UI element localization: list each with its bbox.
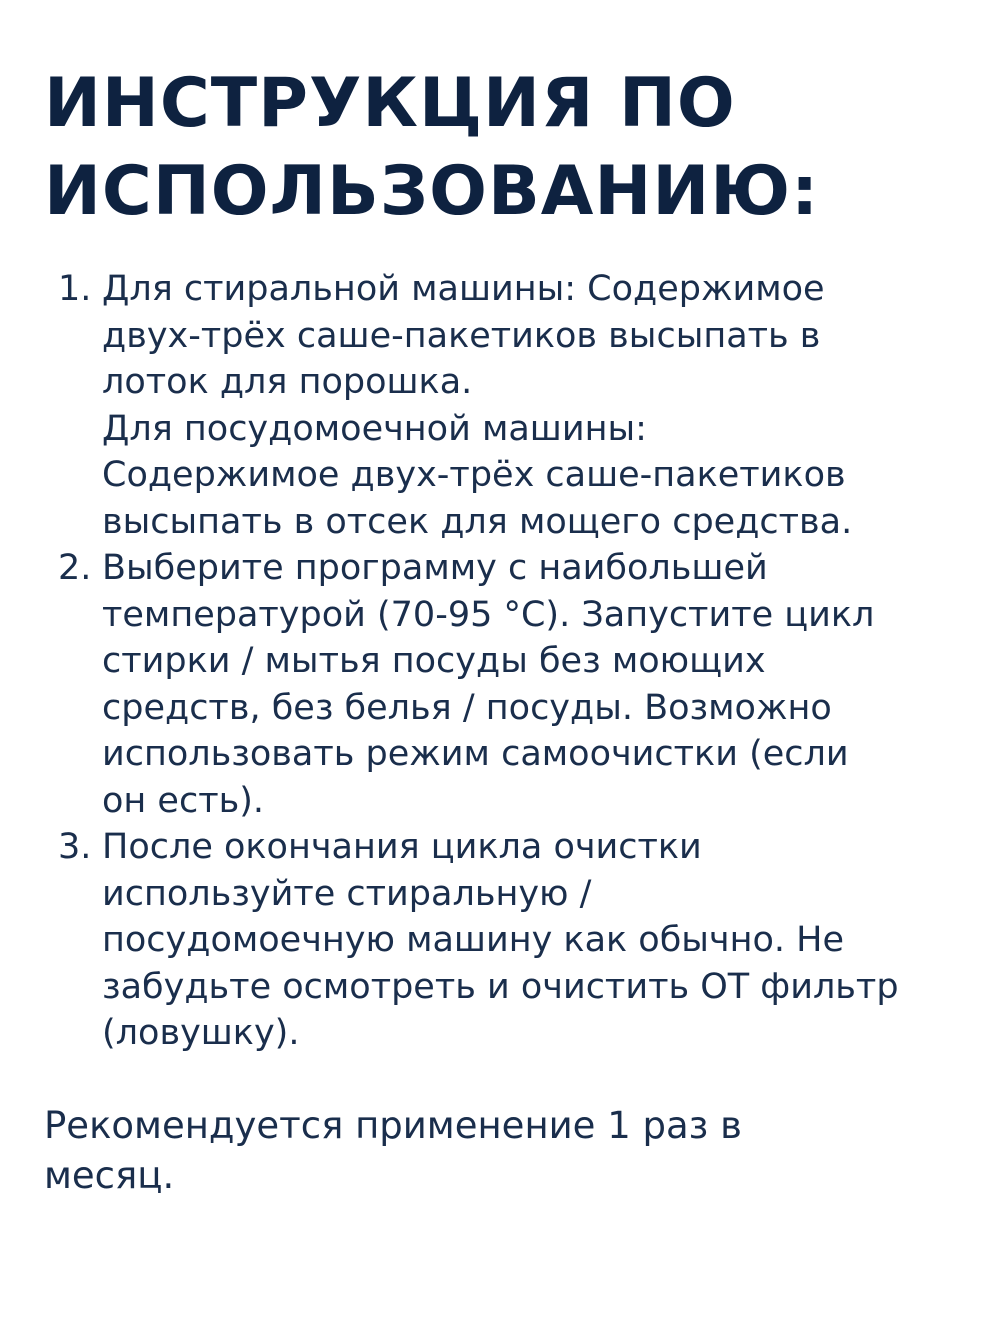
step-text-line: температурой (70-95 °С). Запустите цикл: [102, 594, 875, 635]
step-number: 3.: [58, 827, 92, 867]
step-text-line: Содержимое двух-трёх саше-пакетиков: [102, 455, 846, 495]
step-text-line: Для посудомоечной машины:: [102, 408, 647, 449]
list-item: [44, 545, 960, 824]
step-text-line: лоток для порошка.: [102, 362, 473, 402]
step-number: 1.: [58, 269, 92, 309]
step-text-line: Выберите программу с наибольшей: [102, 548, 768, 588]
step-text-line: использовать режим самоочистки (если: [102, 734, 849, 774]
step-number: 2.: [58, 548, 92, 588]
steps-list: [44, 266, 960, 1057]
step-text-line: Для стиральной машины: Содержимое: [102, 269, 825, 309]
step-text-line: он есть).: [102, 780, 264, 821]
step-text-line: средств, без белья / посуды. Возможно: [102, 687, 832, 728]
note-line-2: месяц.: [44, 1153, 175, 1197]
step-text-line: После окончания цикла очистки: [102, 827, 702, 867]
page-title: [44, 60, 960, 236]
usage-frequency-note: [44, 1101, 960, 1201]
step-text-line: посудомоечную машину как обычно. Не: [102, 920, 844, 960]
step-text-line: стирки / мытья посуды без моющих: [102, 641, 766, 681]
title-line-1: ИНСТРУКЦИЯ ПО: [44, 64, 736, 143]
step-text-line: двух-трёх саше-пакетиков высыпать в: [102, 315, 821, 356]
title-line-2: ИСПОЛЬЗОВАНИЮ:: [44, 152, 820, 231]
list-item: [44, 266, 960, 545]
step-text-line: (ловушку).: [102, 1013, 300, 1053]
note-line-1: Рекомендуется применение 1 раз в: [44, 1103, 742, 1147]
step-text-line: высыпать в отсек для мощего средства.: [102, 501, 853, 542]
step-text-line: используйте стиральную /: [102, 873, 592, 914]
step-text-line: забудьте осмотреть и очистить ОТ фильтр: [102, 966, 899, 1007]
list-item: [44, 824, 960, 1057]
